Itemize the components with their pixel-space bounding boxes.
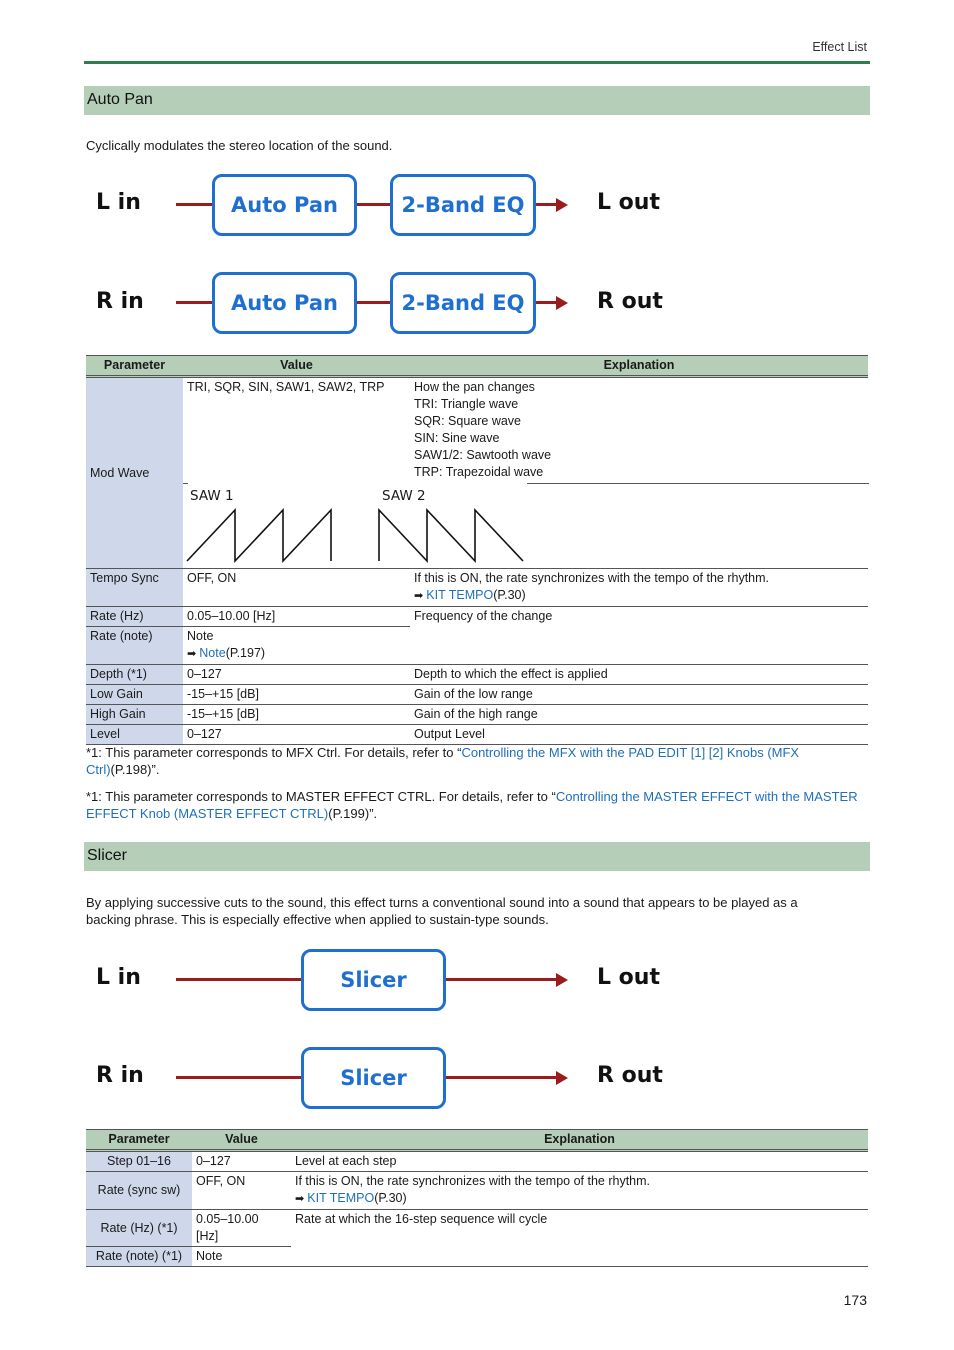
value-cell: -15–+15 [dB] [183, 685, 410, 705]
table-row [86, 377, 868, 569]
arrow-icon [556, 296, 568, 310]
l-in-label: L in [96, 965, 141, 990]
table-row [86, 685, 868, 705]
table-row [86, 705, 868, 725]
value-text: Note [187, 629, 214, 643]
param-cell: High Gain [86, 705, 183, 725]
l-out-label: L out [597, 190, 660, 215]
explanation-cell [291, 1172, 868, 1210]
explanation-cell: Frequency of the change [410, 607, 868, 665]
param-cell: Rate (Hz) (*1) [86, 1210, 192, 1247]
table-row [86, 725, 868, 745]
value-cell: 0–127 [192, 1151, 291, 1172]
explanation-cell: Output Level [410, 725, 868, 745]
explanation-line: SAW1/2: Sawtooth wave [414, 448, 552, 462]
auto-pan-title: Auto Pan [87, 91, 153, 108]
slicer-block: Slicer [301, 1047, 446, 1109]
explanation-line: SIN: Sine wave [414, 431, 500, 445]
kit-tempo-link[interactable]: KIT TEMPO [426, 588, 494, 602]
slicer-title: Slicer [87, 847, 128, 864]
explanation-line: TRI: Triangle wave [414, 397, 519, 411]
param-cell: Rate (sync sw) [86, 1172, 192, 1210]
divider [527, 483, 869, 484]
value-cell: 0–127 [183, 725, 410, 745]
wire [536, 203, 558, 206]
value-cell: -15–+15 [dB] [183, 705, 410, 725]
col-header-value: Value [183, 356, 410, 377]
master-effect-ctrl-link[interactable]: Controlling the MASTER EFFECT with the MASTER EFFECT Knob (MASTER EFFECT CTRL) [86, 789, 858, 821]
explanation-cell: Depth to which the effect is applied [410, 665, 868, 685]
explanation-cell: Gain of the low range [410, 685, 868, 705]
footnote-mfx [86, 744, 826, 778]
value-text: [Hz] [196, 1229, 219, 1243]
wire [176, 301, 212, 304]
r-out-label: R out [597, 289, 663, 314]
wire [536, 301, 558, 304]
value-cell [192, 1210, 291, 1247]
eq-block: 2-Band EQ [390, 174, 536, 236]
param-cell: Step 01–16 [86, 1151, 192, 1172]
page-number: 173 [843, 1292, 867, 1308]
divider [183, 483, 188, 484]
auto-pan-description: Cyclically modulates the stereo location of the sound. [86, 138, 393, 153]
kit-tempo-link[interactable]: KIT TEMPO [307, 1191, 375, 1205]
param-cell: Low Gain [86, 685, 183, 705]
explanation-text: If this is ON, the rate synchronizes with the tempo of the rhythm. [414, 571, 770, 585]
page-ref: (P.30) [374, 1191, 407, 1205]
header-rule [84, 61, 870, 64]
value-cell: OFF, ON [183, 569, 410, 607]
explanation-line: SQR: Square wave [414, 414, 521, 428]
reference [295, 1190, 864, 1208]
slicer-parameter-table [86, 1129, 868, 1267]
sawtooth-waveform-graphic [183, 506, 543, 566]
table-row [86, 1210, 868, 1247]
auto-pan-block: Auto Pan [212, 174, 357, 236]
explanation-cell: Rate at which the 16-step sequence will cycle [291, 1210, 868, 1267]
explanation-cell: Level at each step [291, 1151, 868, 1172]
explanation-cell [410, 569, 868, 607]
footnote-text: *1: This parameter corresponds to MFX Ctrl. For details, refer to “ [86, 745, 462, 760]
wire [446, 1076, 558, 1079]
table-row [86, 1172, 868, 1210]
footnote-master-effect [86, 788, 861, 822]
reference [187, 645, 406, 663]
r-in-label: R in [96, 289, 144, 314]
col-header-value: Value [192, 1130, 291, 1151]
running-header: Effect List [812, 40, 867, 54]
arrow-icon [556, 973, 568, 987]
wire [446, 978, 558, 981]
arrow-right-icon: ➡ [414, 590, 427, 602]
slicer-block: Slicer [301, 949, 446, 1011]
param-cell: Mod Wave [86, 377, 183, 569]
param-cell: Rate (note) [86, 627, 183, 665]
table-row [86, 569, 868, 607]
auto-pan-block: Auto Pan [212, 272, 357, 334]
footnote-text: (P.199)”. [328, 806, 378, 821]
value-cell: 0.05–10.00 [Hz] [183, 607, 410, 627]
saw2-waveform [379, 510, 523, 561]
wire [176, 978, 301, 981]
arrow-icon [556, 1071, 568, 1085]
value-cell: OFF, ON [192, 1172, 291, 1210]
wire [176, 1076, 301, 1079]
value-text: 0.05–10.00 [196, 1212, 259, 1226]
explanation-text: If this is ON, the rate synchronizes with the tempo of the rhythm. [295, 1174, 651, 1188]
arrow-right-icon: ➡ [295, 1193, 308, 1205]
saw2-label: SAW 2 [382, 488, 426, 504]
footnote-text: (P.198)”. [110, 762, 160, 777]
r-out-label: R out [597, 1063, 663, 1088]
param-cell: Depth (*1) [86, 665, 183, 685]
table-row [86, 665, 868, 685]
saw1-label: SAW 1 [190, 488, 234, 504]
value-cell: 0–127 [183, 665, 410, 685]
value-text: TRI, SQR, SIN, SAW1, SAW2, TRP [187, 380, 385, 394]
eq-block: 2-Band EQ [390, 272, 536, 334]
page-ref: (P.30) [493, 588, 526, 602]
mod-wave-cell [183, 377, 868, 569]
page-ref: (P.197) [225, 646, 266, 660]
footnote-text: *1: This parameter corresponds to MASTER EFFECT CTRL. For details, refer to “ [86, 789, 556, 804]
param-cell: Level [86, 725, 183, 745]
wire [176, 203, 212, 206]
param-cell: Rate (Hz) [86, 607, 183, 627]
note-link[interactable]: Note [199, 646, 226, 660]
arrow-icon [556, 198, 568, 212]
l-out-label: L out [597, 965, 660, 990]
col-header-explanation: Explanation [291, 1130, 868, 1151]
l-in-label: L in [96, 190, 141, 215]
slicer-description: By applying successive cuts to the sound, this effect turns a conventional sound into a sound that appears to be played as a backing phrase. This is especially effective when applied to sustain-type sounds. [86, 895, 798, 927]
col-header-explanation: Explanation [410, 356, 868, 377]
slicer-heading-bar [84, 842, 870, 871]
table-row [86, 1151, 868, 1172]
arrow-right-icon: ➡ [187, 648, 200, 660]
param-cell: Tempo Sync [86, 569, 183, 607]
wire [357, 203, 390, 206]
value-cell [183, 627, 410, 665]
reference [414, 587, 864, 605]
wire [357, 301, 390, 304]
col-header-parameter: Parameter [86, 1130, 192, 1151]
saw1-waveform [187, 510, 331, 561]
explanation-line: TRP: Trapezoidal wave [414, 465, 544, 479]
r-in-label: R in [96, 1063, 144, 1088]
mfx-ctrl-link[interactable]: Controlling the MFX with the PAD EDIT [1] [2] Knobs (MFX Ctrl) [86, 745, 800, 777]
auto-pan-heading-bar [84, 86, 870, 115]
param-cell: Rate (note) (*1) [86, 1247, 192, 1267]
table-row [86, 607, 868, 627]
explanation-list [414, 379, 551, 481]
auto-pan-parameter-table [86, 355, 868, 745]
explanation-line: How the pan changes [414, 380, 535, 394]
col-header-parameter: Parameter [86, 356, 183, 377]
explanation-cell: Gain of the high range [410, 705, 868, 725]
value-cell: Note [192, 1247, 291, 1267]
